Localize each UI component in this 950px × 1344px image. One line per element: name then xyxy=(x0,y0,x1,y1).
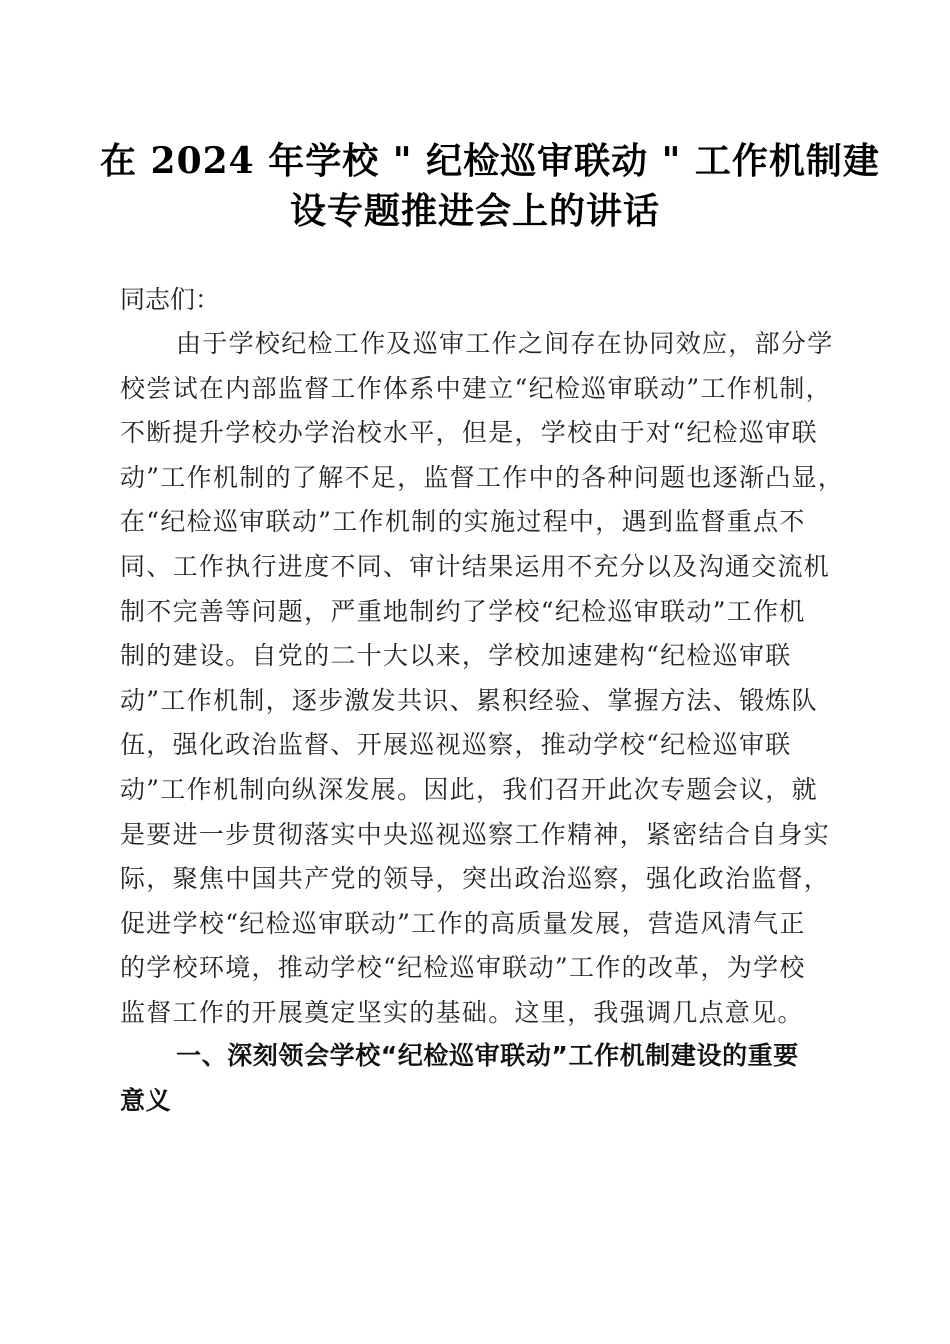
heading-line: 意义 xyxy=(120,1085,172,1115)
title-line: 在 2024 年学校 " 纪检巡审联动 " 工作机制建 xyxy=(100,140,880,182)
paragraph-line: 是要进一步贯彻落实中央巡视巡察工作精神，紧密结合自身实 xyxy=(120,819,831,849)
paragraph-line: 制不完善等问题，严重地制约了学校“纪检巡审联动”工作机 xyxy=(120,596,806,626)
paragraph-line: 同、工作执行进度不同、审计结果运用不充分以及沟通交流机 xyxy=(120,551,831,581)
paragraph-line: 校尝试在内部监督工作体系中建立“纪检巡审联动”工作机制， xyxy=(120,373,832,403)
paragraph-line: 际，聚焦中国共产党的领导，突出政治巡察，强化政治监督， xyxy=(120,864,831,894)
paragraph-line: 由于学校纪检工作及巡审工作之间存在协同效应，部分学 xyxy=(176,329,834,358)
paragraph-line: 的学校环境，推动学校“纪检巡审联动”工作的改革，为学校 xyxy=(120,953,806,983)
paragraph-line: 促进学校“纪检巡审联动”工作的高质量发展，营造风清气正 xyxy=(120,908,806,938)
paragraph-line: 不断提升学校办学治校水平，但是，学校由于对“纪检巡审联 xyxy=(120,418,818,448)
salutation: 同志们： xyxy=(120,285,221,314)
document-title xyxy=(100,136,880,236)
paragraph-line: 制的建设。自党的二十大以来，学校加速建构“纪检巡审联 xyxy=(120,641,792,671)
section-heading xyxy=(120,1034,840,1123)
paragraph-line: 动”工作机制，逐步激发共识、累积经验、掌握方法、锻炼队 xyxy=(120,685,818,715)
paragraph-line: 动”工作机制向纵深发展。因此，我们召开此次专题会议，就 xyxy=(120,774,818,804)
paragraph-line: 监督工作的开展奠定坚实的基础。这里，我强调几点意见。 xyxy=(120,997,804,1027)
paragraph-line: 在“纪检巡审联动”工作机制的实施过程中，遇到监督重点不 xyxy=(120,507,806,537)
paragraph-line: 伍，强化政治监督、开展巡视巡察，推动学校“纪检巡审联 xyxy=(120,730,792,760)
heading-line: 一、深刻领会学校“纪检巡审联动”工作机制建设的重要 xyxy=(176,1041,799,1070)
paragraph-line: 动”工作机制的了解不足，监督工作中的各种问题也逐渐凸显， xyxy=(120,462,845,492)
title-line: 设专题推进会上的讲话 xyxy=(289,190,660,232)
body-paragraph xyxy=(120,322,845,1036)
